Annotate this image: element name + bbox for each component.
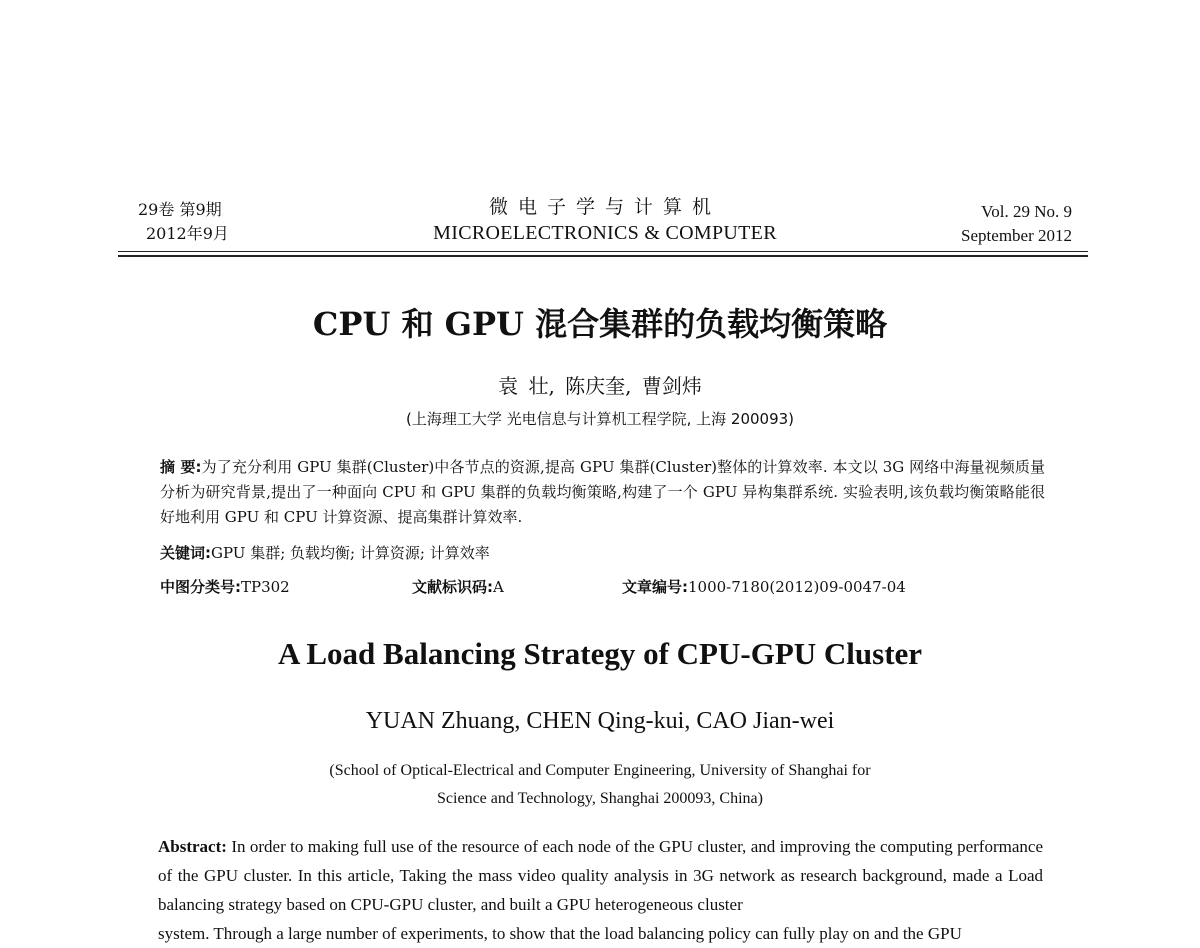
header-rule-thick: [118, 255, 1088, 257]
header-issue-cn: [138, 198, 229, 246]
keywords-cn: [160, 541, 490, 565]
abstract-en-text: In order to making full use of the resource of each node of the GPU cluster, and improving the computing performance of the GPU cluster. In this article, Taking the mass video quality analysis in 3G network as research background, made a Load balancing strategy based on CPU-GPU cluster, and built a GPU heterogeneous cluster: [158, 837, 1043, 914]
header-rule-thin: [118, 251, 1088, 252]
paper-title-cn: CPU 和 GPU 混合集群的负载均衡策略: [312, 305, 888, 343]
abstract-en-cutoff-line: system. Through a large number of experiments, to show that the load balancing policy can fully play on and the GPU: [158, 924, 962, 943]
article-number-label: 文章编号:: [622, 578, 688, 596]
authors-cn: 袁 壮, 陈庆奎, 曹剑炜: [498, 374, 702, 398]
header-issue-en: [961, 200, 1072, 248]
clc-value: TP302: [241, 578, 290, 596]
journal-name-en: MICROELECTRONICS & COMPUTER: [433, 222, 777, 244]
classification-row: [160, 575, 1060, 599]
publication-date-en: September 2012: [961, 226, 1072, 245]
document-code-label: 文献标识码:: [412, 578, 493, 596]
affiliation-cn: (上海理工大学 光电信息与计算机工程学院, 上海 200093): [405, 410, 795, 428]
paper-title-en: A Load Balancing Strategy of CPU-GPU Cluster: [277, 636, 923, 671]
journal-header: [405, 194, 805, 246]
abstract-cn: [160, 455, 1045, 530]
document-code-value: A: [493, 578, 504, 596]
abstract-cn-text: 为了充分利用 GPU 集群(Cluster)中各节点的资源,提高 GPU 集群(Cluster)整体的计算效率. 本文以 3G 网络中海量视频质量分析为研究背景,提出了一种面向 CPU 和 GPU 集群的负载均衡策略,构建了一个 GPU 异构集群系统. 实验表明,该负载均衡策略能很好地利用 GPU 和 CPU 计算资源、提高集群计算效率.: [160, 458, 1045, 526]
keywords-cn-text: GPU 集群; 负载均衡; 计算资源; 计算效率: [211, 544, 490, 562]
clc-number: [160, 575, 290, 599]
affiliation-en-line1: (School of Optical-Electrical and Computer Engineering, University of Shanghai for: [329, 762, 871, 779]
volume-issue-cn: 29卷 第9期: [138, 200, 222, 219]
journal-name-cn: 微电子学与计算机: [488, 196, 721, 218]
abstract-en-label: Abstract:: [158, 837, 227, 856]
keywords-cn-label: 关键词:: [160, 544, 211, 562]
article-number-value: 1000-7180(2012)09-0047-04: [688, 578, 906, 596]
clc-label: 中图分类号:: [160, 578, 241, 596]
abstract-en: [158, 832, 1043, 943]
affiliation-en-line2: Science and Technology, Shanghai 200093, China): [437, 790, 763, 807]
abstract-cn-label: 摘 要:: [160, 458, 202, 476]
article-number: [622, 575, 906, 599]
document-code: [412, 575, 504, 599]
authors-en: YUAN Zhuang, CHEN Qing-kui, CAO Jian-wei: [365, 708, 835, 734]
publication-date-cn: 2012年9月: [146, 224, 229, 243]
affiliation-en: [0, 757, 1200, 813]
volume-issue-en: Vol. 29 No. 9: [981, 202, 1072, 221]
